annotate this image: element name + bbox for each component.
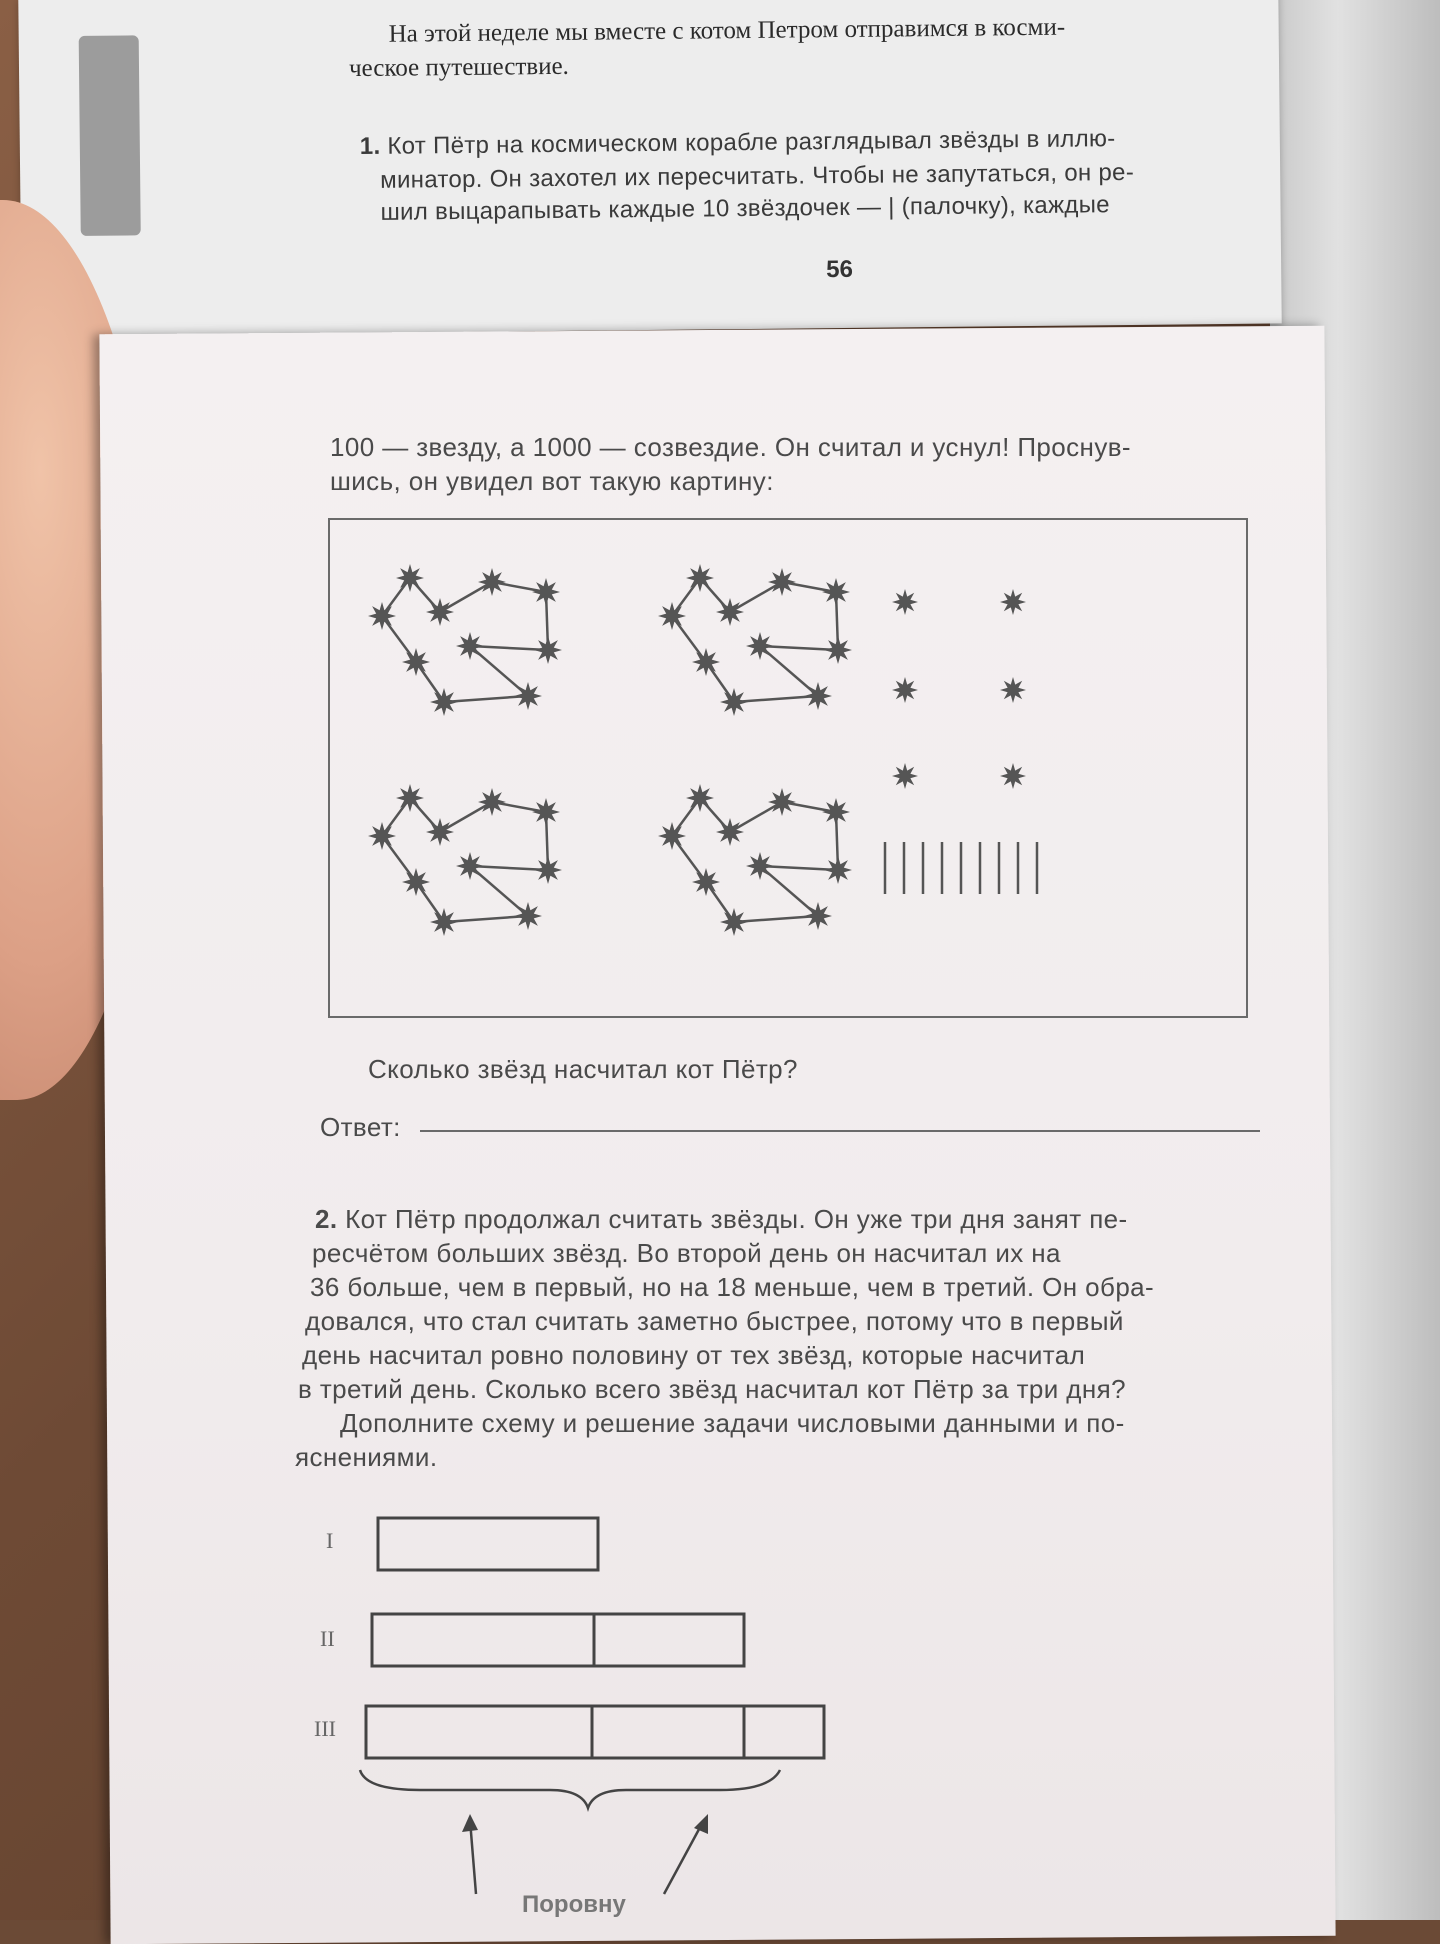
constellation-2-star-8 [692,648,720,676]
constellation-1-star-5 [532,578,560,606]
previous-page [18,0,1281,337]
task2-instruction-line-1: Дополните схему и решение задачи числовыми данными и по- [340,1408,1125,1438]
question-text: Сколько звёзд насчитал кот Пётр? [368,1054,798,1084]
answer-input-line[interactable] [420,1130,1260,1132]
answer-label: Ответ: [320,1112,401,1142]
constellation-3-star-8 [402,868,430,896]
task2-line-5: день насчитал ровно половину от тех звёзд, которые насчитал [302,1340,1086,1370]
schema-arrowhead-left [462,1814,478,1832]
single-star-6 [1000,763,1026,789]
constellation-3-star-2 [368,822,396,850]
constellation-1-star-7 [534,636,562,664]
constellation-2-star-9 [720,688,748,716]
single-star-1 [892,589,918,615]
constellation-1-star-2 [368,602,396,630]
constellation-1-line-9 [470,646,528,696]
task2-line-4: довался, что стал считать заметно быстрее, потому что в первый [305,1306,1124,1336]
constellation-1-line-5 [440,582,492,612]
single-star-5 [892,763,918,789]
constellation-2-star-5 [822,578,850,606]
constellation-2-star-4 [768,568,796,596]
schema-arrowhead-right [694,1814,708,1834]
page-number: 56 [826,255,854,284]
constellation-1-line-10 [444,696,528,702]
task1-first-line [360,123,1280,161]
schema-bar-day-2[interactable] [372,1614,744,1666]
constellation-4-star-10 [804,902,832,930]
constellation-4-star-9 [720,908,748,936]
intro-line-2: ческое путешествие. [348,52,569,83]
constellation-2-line-10 [734,696,818,702]
constellation-4-line-9 [760,866,818,916]
constellation-3-star-7 [534,856,562,884]
constellation-4-star-2 [658,822,686,850]
task2-line-6: в третий день. Сколько всего звёзд насчитал кот Пётр за три дня? [298,1374,1126,1404]
constellation-3-star-4 [478,788,506,816]
constellation-1-star-3 [426,598,454,626]
task1-continued-line-1: 100 — звезду, а 1000 — созвездие. Он считал и уснул! Проснув- [330,432,1131,462]
task1-line-3: шил выцарапывать каждые 10 звёздочек — | (палочку), каждые [380,191,1110,226]
constellation-2-star-7 [824,636,852,664]
constellation-3-line-5 [440,802,492,832]
constellation-2-line-5 [730,582,782,612]
task2-first-line [315,1204,1128,1235]
schema-arrow-right [664,1820,704,1894]
single-star-2 [1000,589,1026,615]
schema-bar-day-3[interactable] [366,1706,824,1758]
constellation-3-star-6 [456,852,484,880]
task2-instruction-line-2: яснениями. [295,1442,438,1472]
schema-row-label-2: II [320,1626,335,1651]
constellation-2-star-1 [686,564,714,592]
constellation-3-line-9 [470,866,528,916]
constellation-2-star-2 [658,602,686,630]
constellation-1-star-4 [478,568,506,596]
single-star-4 [1000,677,1026,703]
constellation-4-star-5 [822,798,850,826]
constellation-3-star-10 [514,902,542,930]
constellation-4-star-6 [746,852,774,880]
task2-number: 2. [315,1204,338,1234]
constellation-4-star-7 [824,856,852,884]
task1-line-1: Кот Пётр на космическом корабле разглядывал звёзды в иллю- [387,125,1116,160]
task1-line-2: минатор. Он захотел их пересчитать. Чтобы не запутаться, он ре- [380,158,1135,194]
constellation-4-star-1 [686,784,714,812]
schema-row-label-1: I [326,1528,334,1553]
constellation-2-line-9 [760,646,818,696]
constellation-1-star-1 [396,564,424,592]
task2-line-1: Кот Пётр продолжал считать звёзды. Он уже три дня занят пе- [345,1204,1128,1234]
intro-line-1: На этой неделе мы вместе с котом Петром отправимся в косми- [388,13,1066,48]
constellation-2-star-10 [804,682,832,710]
constellation-4-star-8 [692,868,720,896]
constellation-4-star-3 [716,818,744,846]
constellation-3-star-1 [396,784,424,812]
constellation-3-star-3 [426,818,454,846]
constellation-1-star-8 [402,648,430,676]
constellation-3-line-10 [444,916,528,922]
constellation-1-star-10 [514,682,542,710]
schema-bar-day-1[interactable] [378,1518,598,1570]
task1-number: 1. [359,132,381,161]
constellation-4-star-4 [768,788,796,816]
task2-schema [300,1500,860,1920]
constellation-2-star-6 [746,632,774,660]
constellation-1-star-9 [430,688,458,716]
task2-line-2: ресчётом больших звёзд. Во второй день он насчитал их на [312,1238,1061,1268]
schema-arrow-left [470,1820,476,1894]
constellation-4-line-10 [734,916,818,922]
page-tab-decoration [79,35,141,236]
schema-brace [360,1770,780,1808]
star-picture-canvas [330,520,1246,1016]
constellation-4-line-5 [730,802,782,832]
star-picture [328,518,1248,1018]
constellation-2-star-3 [716,598,744,626]
constellation-1-star-6 [456,632,484,660]
task1-continued-line-2: шись, он увидел вот такую картину: [330,466,774,496]
task2-line-3: 36 больше, чем в первый, но на 18 меньше, чем в третий. Он обра- [310,1272,1155,1302]
constellation-3-star-5 [532,798,560,826]
single-star-3 [892,677,918,703]
schema-equal-label: Поровну [522,1891,626,1918]
constellation-3-star-9 [430,908,458,936]
schema-row-label-3: III [314,1716,336,1741]
